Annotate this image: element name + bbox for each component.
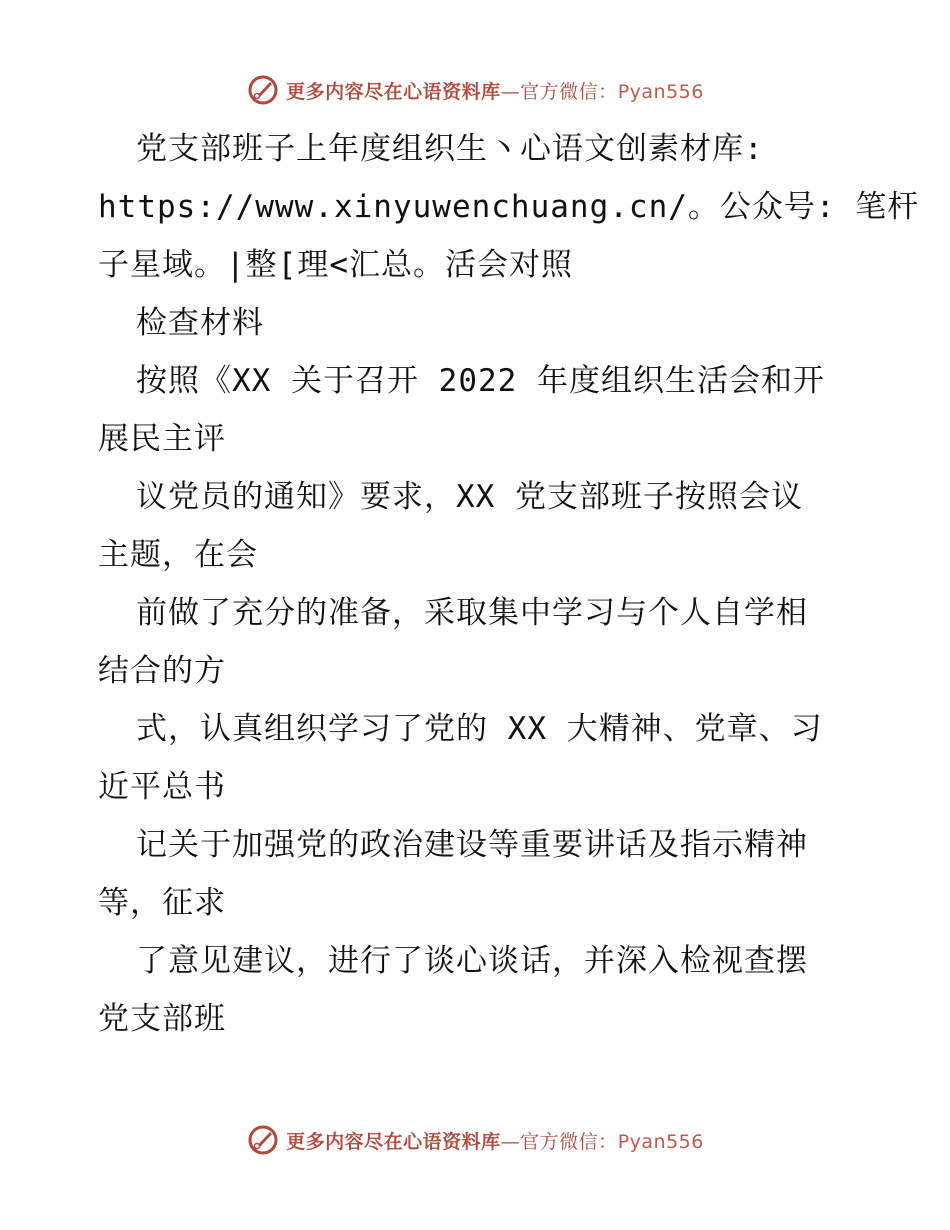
footer-banner-text (286, 1127, 704, 1154)
body-line: 记关于加强党的政治建设等重要讲话及指示精神 (136, 827, 808, 863)
header-banner-separator: — (500, 80, 521, 103)
body-line: 式，认真组织学习了党的 XX 大精神、党章、习 (136, 711, 823, 747)
body-line: 了意见建议，进行了谈心谈话，并深入检视查摆 (136, 943, 808, 979)
footer-banner (0, 1122, 950, 1158)
body-line: 等，征求 (98, 885, 226, 921)
footer-banner-title: 更多内容尽在心语资料库 (286, 1130, 501, 1153)
body-line: 党支部班 (98, 1001, 226, 1037)
body-line: 展民主评 (98, 421, 226, 457)
body-line: 按照《XX 关于召开 2022 年度组织生活会和开 (136, 363, 825, 399)
body-line: 主题，在会 (98, 537, 258, 573)
quill-logo-icon (246, 73, 280, 107)
body-line: 近平总书 (98, 769, 226, 805)
body-line: 检查材料 (136, 305, 264, 341)
body-line: 党支部班子上年度组织生丶心语文创素材库: (136, 131, 764, 167)
body-line: 结合的方 (98, 653, 226, 689)
header-wechat-id: Pyan556 (617, 80, 704, 103)
header-banner (0, 72, 950, 108)
footer-wechat-label: 官方微信： (520, 1130, 618, 1153)
body-line: 子星域。|整[理<汇总。活会对照 (98, 247, 573, 283)
footer-wechat-id: Pyan556 (617, 1130, 704, 1153)
body-line: 议党员的通知》要求，XX 党支部班子按照会议 (136, 479, 803, 515)
quill-logo-icon (246, 1123, 280, 1157)
header-wechat-label: 官方微信： (520, 80, 618, 103)
body-line: https://www.xinyuwenchuang.cn/。公众号: 笔杆 (98, 189, 920, 225)
footer-banner-separator: — (500, 1130, 521, 1153)
header-banner-text (286, 77, 704, 104)
body-line: 前做了充分的准备，采取集中学习与个人自学相 (136, 595, 808, 631)
header-banner-title: 更多内容尽在心语资料库 (286, 80, 501, 103)
document-body (98, 120, 920, 1048)
